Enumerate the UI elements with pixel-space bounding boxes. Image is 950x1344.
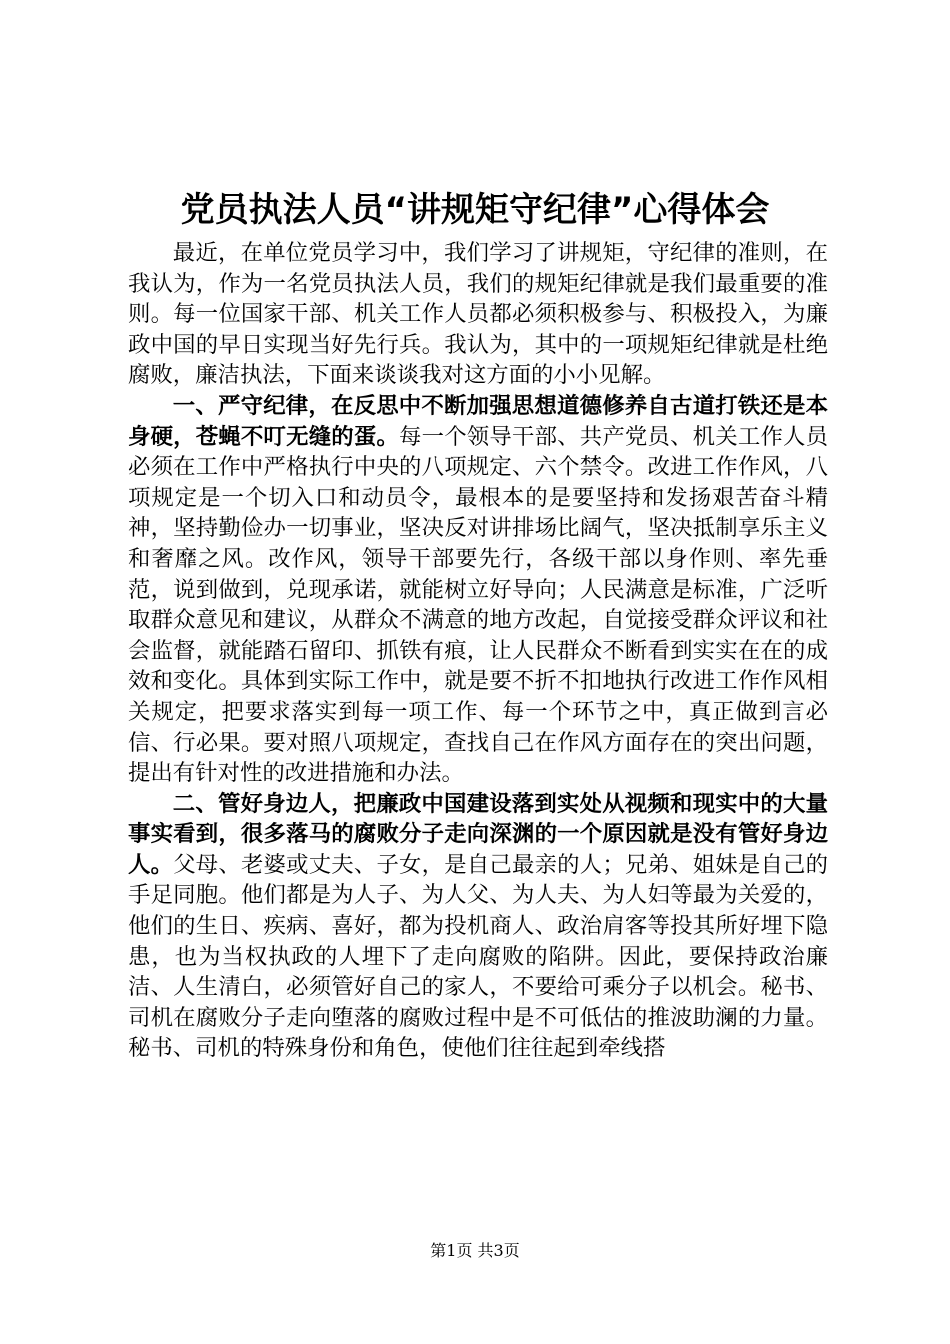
document-title: 党员执法人员“讲规矩守纪律”心得体会	[180, 190, 770, 230]
paragraph-section-1	[128, 391, 828, 789]
section-heading: 一、严守纪律，在反思中不断加强思想道德修养自古道打铁还是本身硬，苍蝇不叮无缝的蛋。	[128, 392, 828, 450]
document-body	[128, 238, 828, 1064]
paragraph-text: 最近，在单位党员学习中，我们学习了讲规矩，守纪律的准则，在我认为，作为一名党员执法人员，我们的规矩纪律就是我们最重要的准则。每一位国家干部、机关工作人员都必须积极参与、积极投入，为廉政中国的早日实现当好先行兵。我认为，其中的一项规矩纪律就是杜绝腐败，廉洁执法，下面来谈谈我对这方面的小小见解。	[128, 240, 828, 389]
page-number-footer: 第1页 共3页	[430, 1241, 520, 1260]
paragraph-text: 父母、老婆或丈夫、子女，是自己最亲的人；兄弟、姐妹是自己的手足同胞。他们都是为人子、为人父、为人夫、为人妇等最为关爱的，他们的生日、疾病、喜好，都为投机商人、政治肩客等投其所好埋下隐患，也为当权执政的人埋下了走向腐败的陷阱。因此，要保持政治廉洁、人生清白，必须管好自己的家人，不要给可乘分子以机会。秘书、司机在腐败分子走向堕落的腐败过程中是不可低估的推波助澜的力量。秘书、司机的特殊身份和角色，使他们往往起到牵线搭	[128, 851, 829, 1062]
paragraph-section-2	[128, 789, 828, 1064]
section-heading: 二、管好身边人，把廉政中国建设落到实处从视频和现实中的大量事实看到，很多落马的腐败分子走向深渊的一个原因就是没有管好身边人。	[128, 790, 828, 878]
paragraph-text: 每一个领导干部、共产党员、机关工作人员必须在工作中严格执行中央的八项规定、六个禁令。改进工作作风，八项规定是一个切入口和动员令，最根本的是要坚持和发扬艰苦奋斗精神，坚持勤俭办一切事业，坚决反对讲排场比阔气，坚决抵制享乐主义和奢靡之风。改作风，领导干部要先行，各级干部以身作则、率先垂范，说到做到，兑现承诺，就能树立好导向；人民满意是标准，广泛听取群众意见和建议，从群众不满意的地方改起，自觉接受群众评议和社会监督，就能踏石留印、抓铁有痕，让人民群众不断看到实实在在的成效和变化。具体到实际工作中，就是要不折不扣地执行改进工作作风相关规定，把要求落实到每一项工作、每一个环节之中，真正做到言必信、行必果。要对照八项规定，查找自己在作风方面存在的突出问题，提出有针对性的改进措施和办法。	[128, 423, 829, 787]
paragraph-intro	[128, 238, 828, 391]
